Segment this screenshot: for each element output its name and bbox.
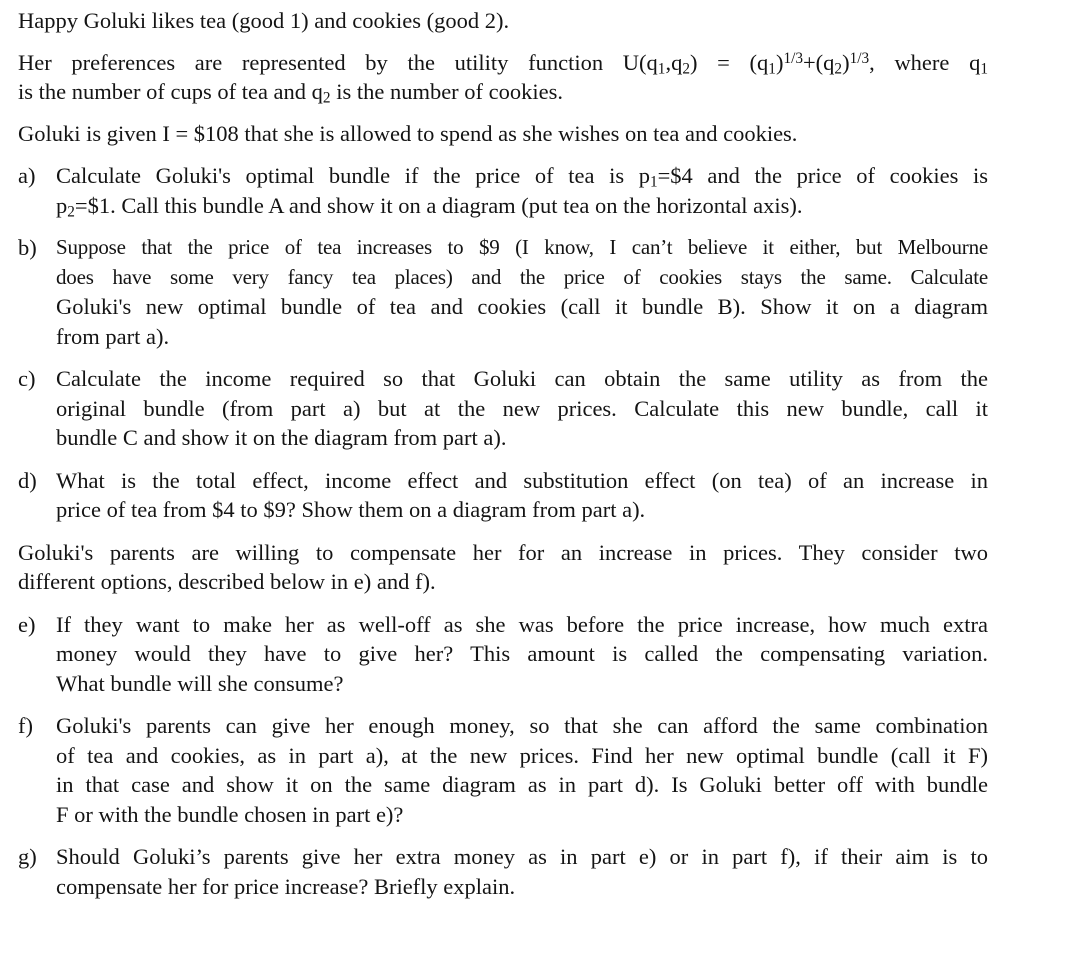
- question-b-label: b): [18, 235, 37, 260]
- question-g: [18, 842, 988, 901]
- question-e: [18, 610, 988, 699]
- question-d: [18, 466, 988, 525]
- parents-paragraph: Goluki's parents are willing to compensate her for an increase in prices. They consider two different options, described below in e) and f).: [18, 539, 988, 594]
- question-a: [18, 161, 988, 220]
- question-b: [18, 233, 988, 351]
- question-f-text: Goluki's parents can give her enough money, so that she can afford the same combination of tea and cookies, as in part a), at the new prices. Find her new optimal bundle (call it F) in that case and show it on the same diagram as in part d). Is Goluki better off with bundle F or with the bundle chosen in part e)?: [56, 713, 988, 827]
- preferences-line-2: is the number of cups of tea and $q_2$ is the number of cookies.: [18, 79, 564, 107]
- question-b-text: Suppose that the price of tea increases to $9 (I know, I can’t believe it either, but Melbourne does have some very fancy tea places) and the price of cookies stays the same. Calculate Goluki's new optimal bundle of tea and cookies (call it bundle B). Show it on a diagram from part a).: [56, 235, 988, 349]
- preferences-line-1: Her preferences are represented by the utility function $U(q_1,q_2) = (q_1)^{1/3}+(q_2)^{1/3}$, where $q_1$: [18, 49, 988, 77]
- question-d-label: d): [18, 467, 37, 493]
- question-g-text: Should Goluki’s parents give her extra money as in part e) or in part f), if their aim is to compensate her for price increase? Briefly explain.: [56, 844, 988, 899]
- question-f-label: f): [18, 713, 33, 738]
- question-c-label: c): [18, 366, 36, 391]
- preferences-paragraph: [18, 48, 988, 107]
- intro-text: Happy Goluki likes tea (good 1) and cookies (good 2).: [18, 8, 510, 33]
- question-g-label: g): [18, 844, 37, 869]
- question-f: [18, 711, 988, 829]
- question-c-text: Calculate the income required so that Goluki can obtain the same utility as from the original bundle (from part a) but at the new prices. Calculate this new bundle, call it bundle C and show it on the diagram from part a).: [56, 366, 988, 450]
- question-d-text: What is the total effect, income effect and substitution effect (on tea) of an increase in price of tea from $4 to $9? Show them on a diagram from part a).: [56, 467, 988, 522]
- question-a-label: a): [18, 163, 36, 188]
- question-a-text: Calculate Goluki's optimal bundle if the price of tea is $p_1=\$4$ and the price of cookies is $p_2=\$1$. Call this bundle A and show it on a diagram (put tea on the horizontal axis).: [56, 163, 988, 220]
- income-text: Goluki is given I = $108 that she is allowed to spend as she wishes on tea and cookies.: [18, 120, 798, 146]
- question-c: [18, 364, 988, 453]
- question-e-text: If they want to make her as well-off as she was before the price increase, how much extra money would they have to give her? This amount is called the compensating variation. What bundle will she consume?: [56, 611, 988, 696]
- question-e-label: e): [18, 611, 36, 637]
